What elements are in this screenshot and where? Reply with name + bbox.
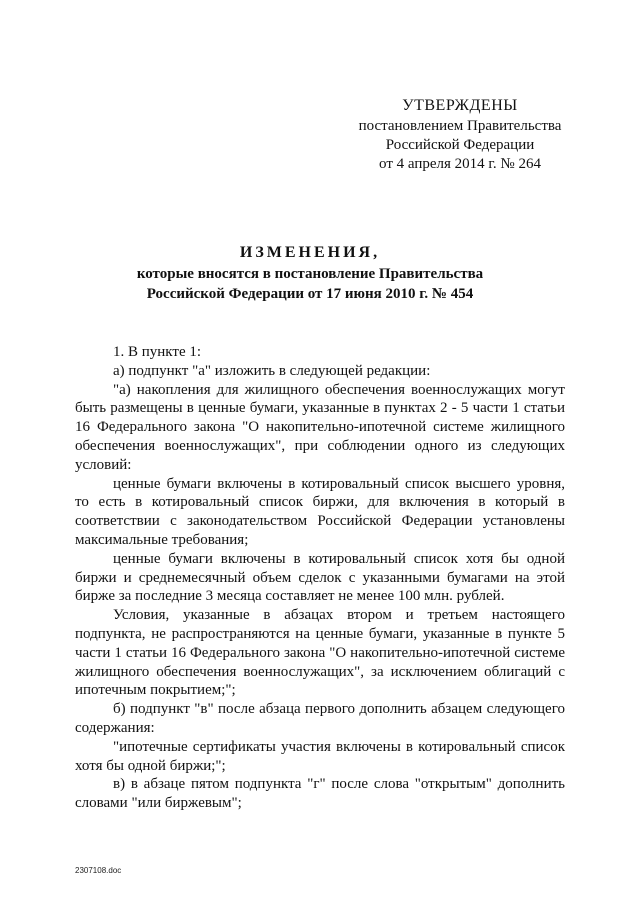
document-title	[100, 242, 520, 304]
paragraph-9: в) в абзаце пятом подпункта "г" после слова "открытым" дополнить словами "или биржевым";	[75, 776, 565, 812]
approval-line-1: постановлением Правительства	[358, 118, 562, 134]
approval-heading: УТВЕРЖДЕНЫ	[402, 97, 518, 114]
paragraph-3: "а) накопления для жилищного обеспечения военнослужащих могут быть размещены в ценные бумаги, указанные в пунктах 2 - 5 части 1 статьи 16 Федерального закона "О накопительно-ипотечной системе жилищного обеспечения военнослужащих", при соблюдении одного из следующих условий:	[75, 381, 565, 473]
approval-line-3: от 4 апреля 2014 г. № 264	[379, 156, 541, 172]
paragraph-2: а) подпункт "а" изложить в следующей редакции:	[113, 362, 431, 379]
paragraph-5: ценные бумаги включены в котировальный список хотя бы одной биржи и среднемесячный объем сделок с указанными бумагами на этой бирже за последние 3 месяца составляет не менее 100 млн. рублей.	[75, 550, 565, 605]
paragraph-8: "ипотечные сертификаты участия включены в котировальный список хотя бы одной биржи;";	[75, 738, 565, 774]
approval-stamp	[340, 96, 580, 174]
title-line-3: Российской Федерации от 17 июня 2010 г. № 454	[146, 286, 474, 302]
paragraph-7: б) подпункт "в" после абзаца первого дополнить абзацем следующего содержания:	[75, 701, 565, 736]
file-name-footer: 2307108.doc	[75, 866, 122, 875]
approval-line-2: Российской Федерации	[385, 137, 535, 153]
title-line-1: ИЗМЕНЕНИЯ,	[239, 244, 381, 261]
paragraph-6: Условия, указанные в абзацах втором и третьем настоящего подпункта, не распространяются на ценные бумаги, указанные в пункте 5 части 1 статьи 16 Федерального закона "О накопительно-ипотечной системе жилищного обеспечения военнослужащих", за исключением облигаций с ипотечным покрытием;";	[75, 607, 565, 699]
paragraph-4: ценные бумаги включены в котировальный список высшего уровня, то есть в котировальный список биржи, для включения в который в соответствии с законодательством Российской Федерации установлены максимальные требования;	[75, 475, 565, 548]
paragraph-1: 1. В пункте 1:	[113, 344, 202, 360]
document-body	[75, 343, 565, 813]
title-line-2: которые вносятся в постановление Правительства	[136, 266, 484, 282]
